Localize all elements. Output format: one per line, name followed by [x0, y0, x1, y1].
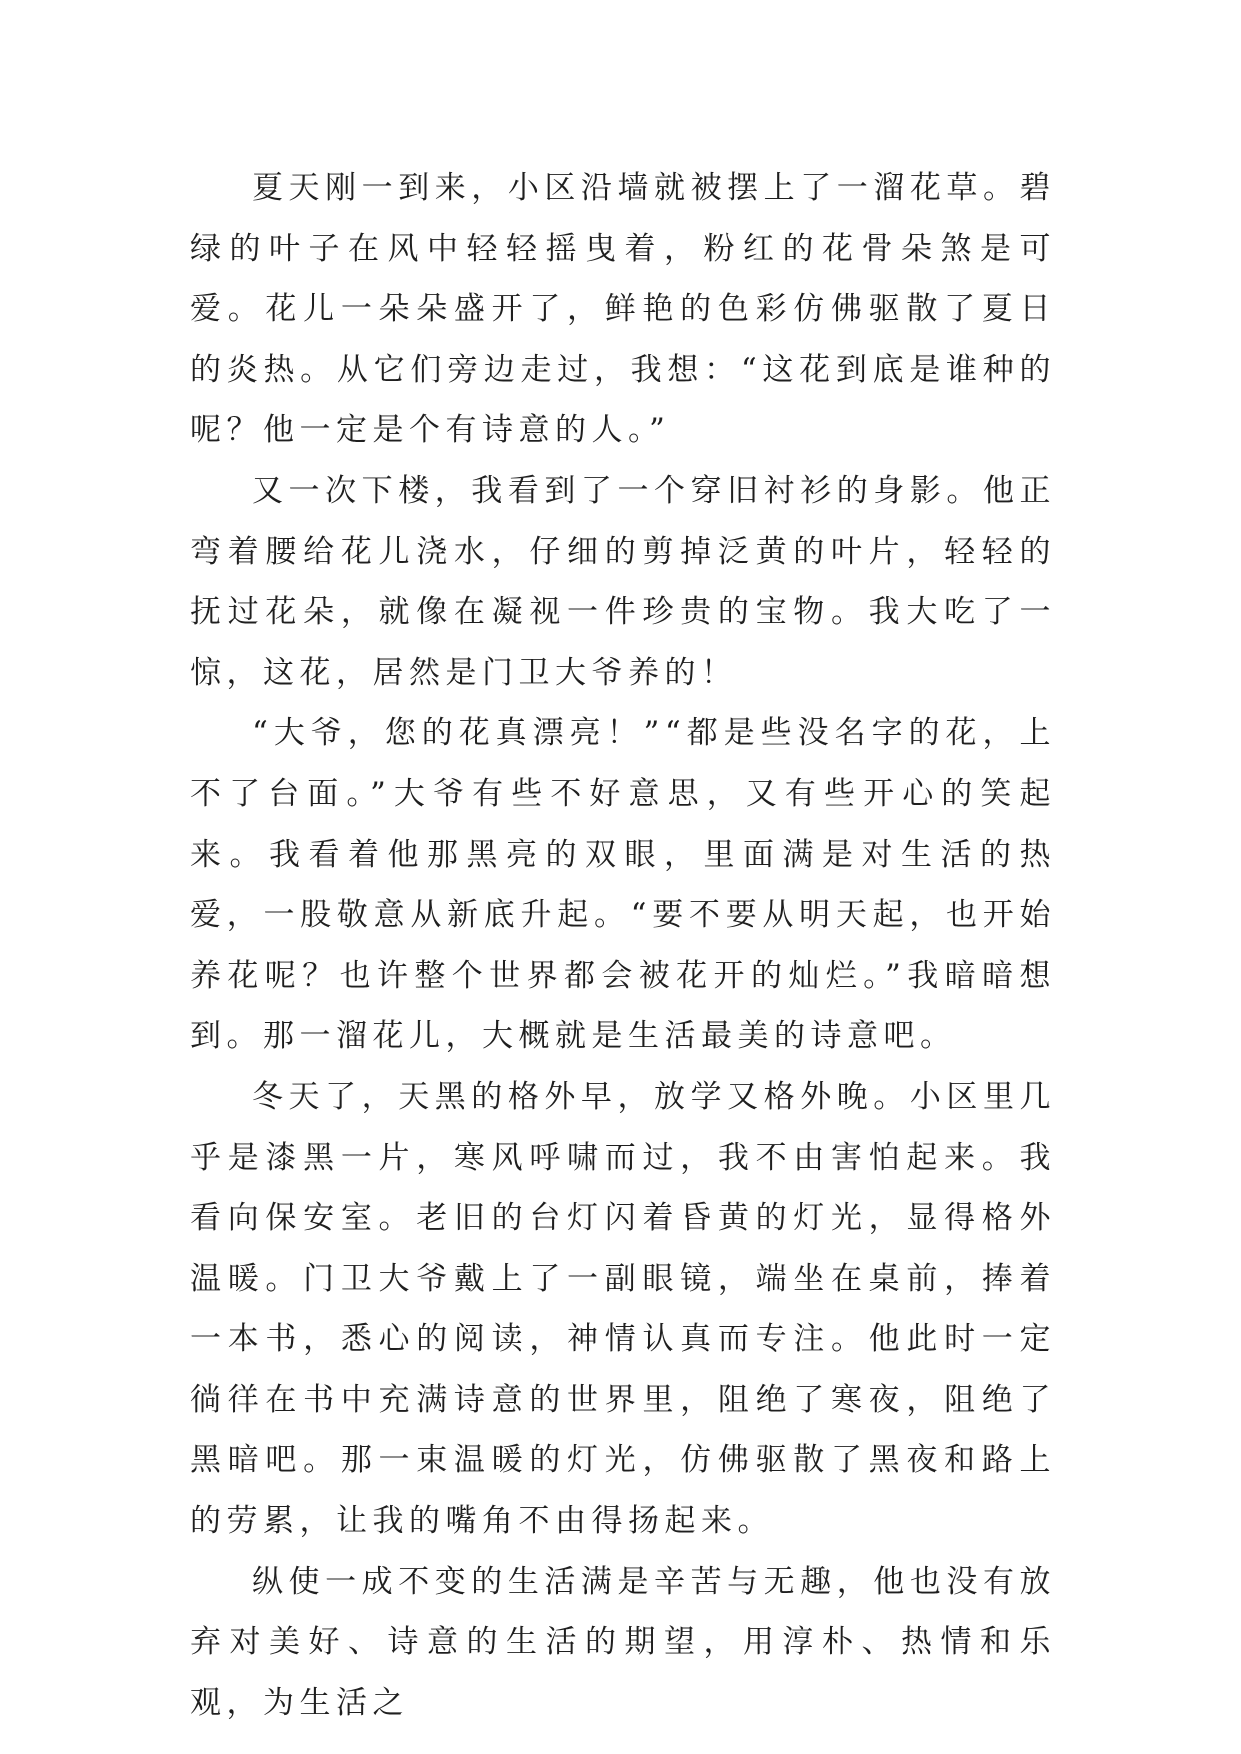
paragraph-conversation: “大爷，您的花真漂亮！”“都是些没名字的花，上不了台面。”大爷有些不好意思，又有些开心的笑起来。我看着他那黑亮的双眼，里面满是对生活的热爱，一股敬意从新底升起。“要不要从明天起，也开始养花呢？也许整个世界都会被花开的灿烂。”我暗暗想到。那一溜花儿，大概就是生活最美的诗意吧。 — [190, 715, 1056, 1055]
paragraph-winter-night: 冬天了，天黑的格外早，放学又格外晚。小区里几乎是漆黑一片，寒风呼啸而过，我不由害怕起来。我看向保安室。老旧的台灯闪着昏黄的灯光，显得格外温暖。门卫大爷戴上了一副眼镜，端坐在桌前，捧着一本书，悉心的阅读，神情认真而专注。他此时一定徜徉在书中充满诗意的世界里，阻绝了寒夜，阻绝了黑暗吧。那一束温暖的灯光，仿佛驱散了黑夜和路上的劳累，让我的嘴角不由得扬起来。 — [190, 1078, 1056, 1540]
paragraph-summer-flowers: 夏天刚一到来，小区沿墙就被摆上了一溜花草。碧绿的叶子在风中轻轻摇曳着，粉红的花骨朵煞是可爱。花儿一朵朵盛开了，鲜艳的色彩仿佛驱散了夏日的炎热。从它们旁边走过，我想：“这花到底是谁种的呢？他一定是个有诗意的人。” — [190, 170, 1056, 449]
essay-body — [190, 158, 1056, 1733]
paragraph-watering-flowers: 又一次下楼，我看到了一个穿旧衬衫的身影。他正弯着腰给花儿浇水，仔细的剪掉泛黄的叶片，轻轻的抚过花朵，就像在凝视一件珍贵的宝物。我大吃了一惊，这花，居然是门卫大爷养的！ — [190, 472, 1056, 691]
paragraph-conclusion: 纵使一成不变的生活满是辛苦与无趣，他也没有放弃对美好、诗意的生活的期望，用淳朴、热情和乐观，为生活之 — [190, 1563, 1056, 1721]
